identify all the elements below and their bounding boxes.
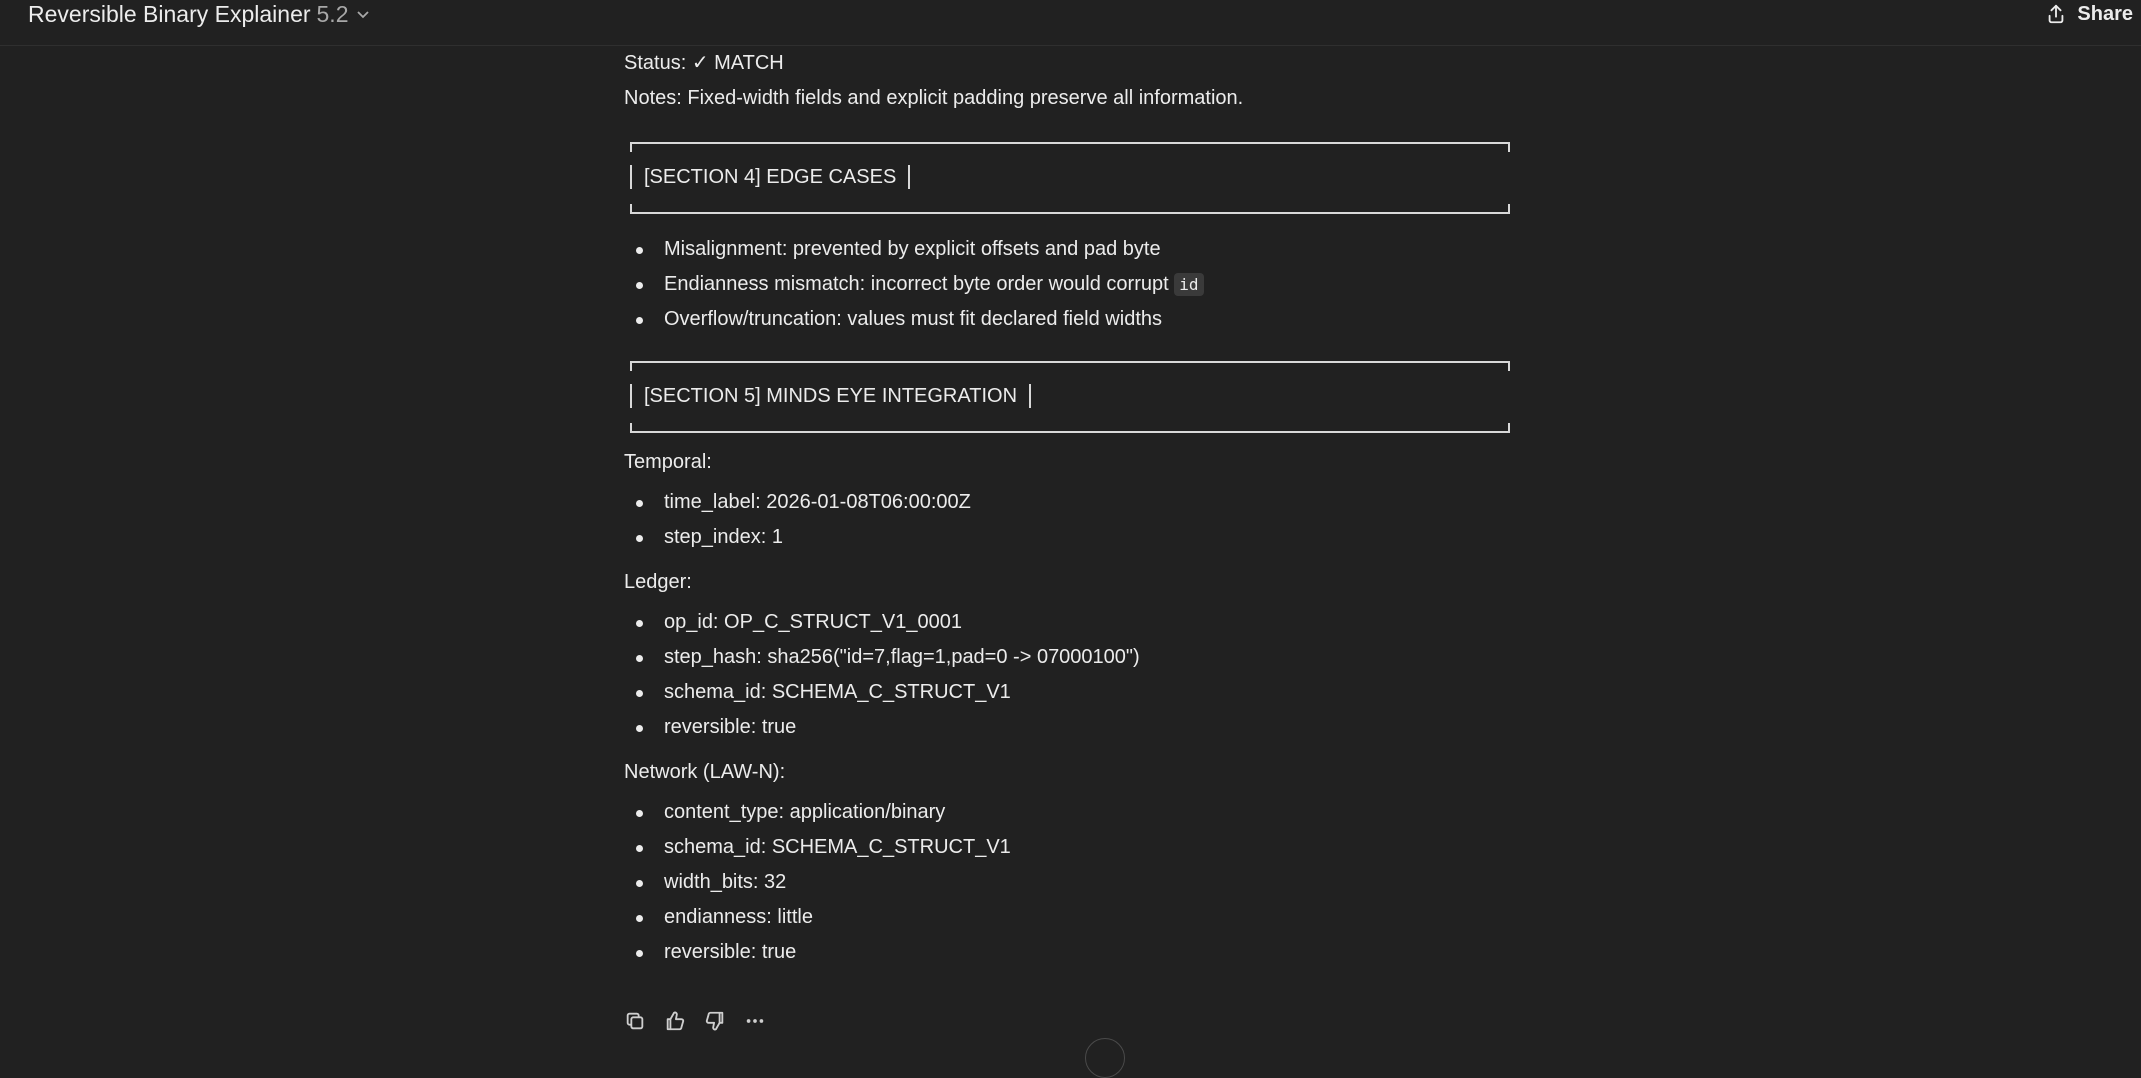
message-actions xyxy=(624,1010,766,1032)
list-item: reversible: true xyxy=(624,935,1514,970)
list-item: Endianness mismatch: incorrect byte order would corrupt id xyxy=(624,267,1514,302)
notes-line: Notes: Fixed-width fields and explicit padding preserve all information. xyxy=(624,87,1244,109)
status-line: Status: ✓ MATCH xyxy=(624,52,784,74)
ledger-list xyxy=(624,605,1514,745)
more-icon xyxy=(744,1010,766,1032)
list-item: content_type: application/binary xyxy=(624,795,1514,830)
good-response-button[interactable] xyxy=(664,1010,686,1032)
model-selector[interactable] xyxy=(28,0,371,28)
list-item: width_bits: 32 xyxy=(624,865,1514,900)
share-label: Share xyxy=(2077,2,2133,25)
scroll-to-bottom-button[interactable] xyxy=(1085,1038,1125,1078)
assistant-message xyxy=(624,46,1514,970)
chevron-down-icon xyxy=(355,6,371,22)
section4-title: [SECTION 4] EDGE CASES xyxy=(644,165,897,188)
share-icon xyxy=(2045,3,2067,25)
temporal-heading: Temporal: xyxy=(624,451,712,473)
bad-response-button[interactable] xyxy=(704,1010,726,1032)
section5-title: [SECTION 5] MINDS EYE INTEGRATION xyxy=(644,384,1018,407)
model-version: 5.2 xyxy=(316,0,349,27)
thumbs-up-icon xyxy=(664,1010,686,1032)
list-item: Misalignment: prevented by explicit offsets and pad byte xyxy=(624,232,1514,267)
copy-icon xyxy=(624,1010,646,1032)
list-item: time_label: 2026-01-08T06:00:00Z xyxy=(624,485,1514,520)
list-item: Overflow/truncation: values must fit declared field widths xyxy=(624,302,1514,337)
copy-button[interactable] xyxy=(624,1010,646,1032)
share-button[interactable] xyxy=(2045,0,2133,28)
ledger-heading: Ledger: xyxy=(624,571,692,593)
section5-header-box xyxy=(630,361,1510,433)
list-item: schema_id: SCHEMA_C_STRUCT_V1 xyxy=(624,675,1514,710)
app-title: Reversible Binary Explainer xyxy=(28,0,311,27)
list-item: step_hash: sha256("id=7,flag=1,pad=0 -> 07000100") xyxy=(624,640,1514,675)
network-list xyxy=(624,795,1514,970)
list-item: schema_id: SCHEMA_C_STRUCT_V1 xyxy=(624,830,1514,865)
list-item: step_index: 1 xyxy=(624,520,1514,555)
section4-list xyxy=(624,232,1514,337)
section4-header-box xyxy=(630,142,1510,214)
list-item: op_id: OP_C_STRUCT_V1_0001 xyxy=(624,605,1514,640)
more-actions-button[interactable] xyxy=(744,1010,766,1032)
network-heading: Network (LAW-N): xyxy=(624,761,786,783)
thumbs-down-icon xyxy=(704,1010,726,1032)
inline-code: id xyxy=(1174,273,1203,296)
top-bar xyxy=(0,0,2141,46)
temporal-list xyxy=(624,485,1514,555)
list-item: reversible: true xyxy=(624,710,1514,745)
list-item: endianness: little xyxy=(624,900,1514,935)
